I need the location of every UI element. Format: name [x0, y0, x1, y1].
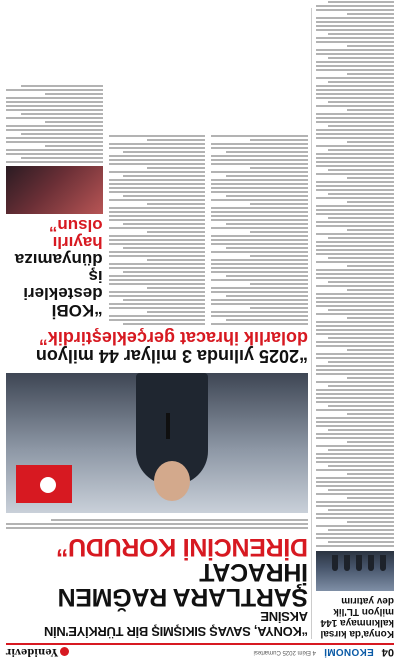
quote-head-part1: “2025 yılında 3 milyar 44 milyon	[35, 346, 308, 366]
sidebar-photo	[316, 551, 394, 591]
inset-head-part1: “KOBİ destekleri	[23, 284, 103, 320]
sidebar-body-text	[316, 0, 394, 547]
page-number: 04	[381, 646, 394, 658]
headline-line-2: ŞARTLARA RAĞMEN İHRACAT	[57, 558, 308, 611]
article-columns	[6, 83, 308, 325]
headline-deck	[6, 519, 308, 529]
main-headline	[6, 534, 308, 639]
quote-headline	[6, 329, 308, 365]
brand-name: Yenidevir	[6, 646, 58, 658]
microphone-icon	[166, 413, 170, 439]
sidebar-news	[311, 8, 394, 639]
quote-head-part2: dolarlık ihracat gerçekleştirdik”	[38, 328, 308, 348]
headline-line-3: DİRENCİNİ KORUDU”	[56, 533, 308, 561]
running-head	[6, 643, 394, 659]
inset-head-part3: hayırlı olsun”	[48, 216, 103, 252]
issue-date: 4 Ekim 2025 Cumartesi	[253, 649, 316, 655]
headline-line-1: “KONYA, SAVAŞ SIKIŞMIŞ BİR TÜRKİYE'NİN AKSİNE	[44, 609, 308, 639]
inset-photo	[6, 166, 103, 214]
inset-head-part2: iş dünyamıza	[14, 250, 103, 286]
inset-body-text	[6, 85, 103, 163]
sidebar-headline: Konya'da kırsal kalkınmaya 144 milyon TL'lik dev yatırım	[320, 595, 394, 639]
inset-headline	[6, 217, 103, 319]
article-column-3	[6, 83, 103, 325]
article-column-2	[109, 83, 206, 325]
brand-logo	[6, 647, 69, 658]
article-column-1	[211, 83, 308, 325]
main-article	[6, 8, 308, 639]
main-photo	[6, 373, 308, 513]
section-name: EKONOMİ	[323, 646, 374, 658]
flag-shape	[16, 465, 72, 503]
logo-mark-icon	[60, 648, 69, 657]
